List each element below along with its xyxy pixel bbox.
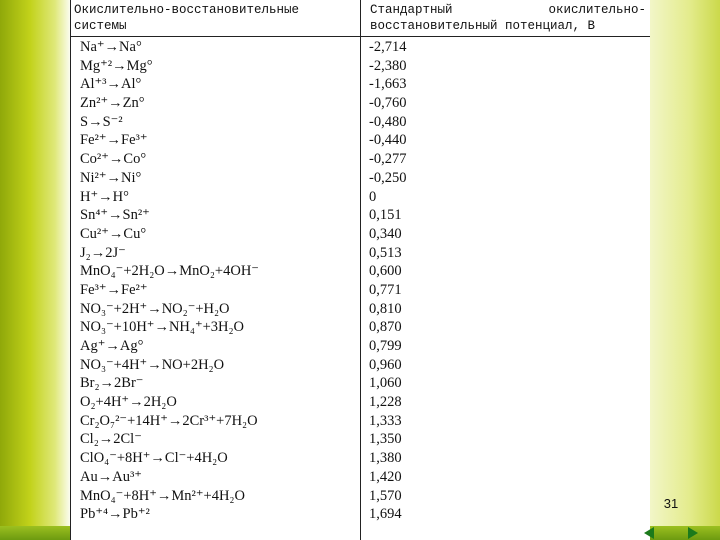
- potential-cell: 1,333: [369, 412, 402, 429]
- potential-cell: 0: [369, 188, 377, 205]
- reaction-cell: Sn⁴⁺→Sn²⁺: [80, 207, 150, 224]
- table-border-left: [70, 0, 71, 540]
- reaction-cell: NO₃⁻+4H⁺→NO+2H₂O: [80, 356, 225, 373]
- reaction-cell: Ag⁺→Ag°: [80, 338, 144, 354]
- reaction-cell: O₂+4H⁺→2H₂O: [80, 394, 177, 411]
- reaction-cell: J₂→2J⁻: [80, 244, 126, 261]
- potential-cell: -0,760: [369, 95, 407, 112]
- reaction-cell: Cl₂→2Cl⁻: [80, 431, 142, 448]
- reaction-cell: Au→Au³⁺: [80, 468, 142, 485]
- potential-cell: 0,810: [369, 300, 402, 317]
- potential-cell: 0,513: [369, 244, 402, 261]
- reaction-cell: Cr₂O₇²⁻+14H⁺→2Cr³⁺+7H₂O: [80, 412, 258, 429]
- nav-back-icon[interactable]: [644, 527, 654, 539]
- potential-cell: 1,060: [369, 375, 402, 392]
- reaction-cell: Pb⁺⁴→Pb⁺²: [80, 506, 150, 523]
- reaction-cell: ClO₄⁻+8H⁺→Cl⁻+4H₂O: [80, 450, 228, 467]
- potential-cell: 1,694: [369, 506, 402, 523]
- potential-cell: -2,380: [369, 57, 407, 74]
- reaction-cell: Fe²⁺→Fe³⁺: [80, 132, 148, 149]
- potential-cell: 1,570: [369, 487, 402, 504]
- potentials-table: [70, 0, 650, 540]
- reaction-cell: Al⁺³→Al°: [80, 76, 142, 93]
- reaction-cell: MnO₄⁻+2H₂O→MnO₂+4OH⁻: [80, 263, 259, 280]
- reaction-cell: Mg⁺²→Mg°: [80, 57, 153, 74]
- reaction-cell: H⁺→H°: [80, 188, 129, 205]
- potential-cell: 0,960: [369, 356, 402, 373]
- potential-cell: 1,228: [369, 394, 402, 411]
- potentials-column: [369, 38, 639, 524]
- reaction-cell: Fe³⁺→Fe²⁺: [80, 281, 148, 298]
- reaction-cell: NO₃⁻+2H⁺→NO₂⁻+H₂O: [80, 300, 230, 317]
- reaction-cell: S→S⁻²: [80, 113, 123, 130]
- potential-cell: 0,600: [369, 263, 402, 280]
- potential-cell: -0,277: [369, 151, 407, 168]
- header-potential-word1: Стандартный: [370, 3, 453, 17]
- potential-cell: 0,771: [369, 281, 402, 298]
- potential-cell: -1,663: [369, 76, 407, 93]
- potential-cell: 0,340: [369, 225, 402, 242]
- reaction-cell: Cu²⁺→Cu°: [80, 225, 147, 242]
- reaction-cell: Co²⁺→Co°: [80, 151, 147, 168]
- page-number: 31: [663, 496, 679, 511]
- nav-forward-icon[interactable]: [688, 527, 698, 539]
- reaction-cell: Na⁺→Na°: [80, 39, 142, 55]
- reaction-cell: NO₃⁻+10H⁺→NH₄⁺+3H₂O: [80, 319, 245, 336]
- potential-cell: 1,350: [369, 431, 402, 448]
- potential-cell: -0,480: [369, 113, 407, 130]
- potential-cell: -0,250: [369, 169, 407, 186]
- potential-cell: 1,420: [369, 468, 402, 485]
- potential-cell: 0,151: [369, 207, 402, 224]
- header-potential-line2: восстановительный потенциал, В: [370, 19, 596, 33]
- potential-cell: -0,440: [369, 132, 407, 149]
- reaction-cell: Zn²⁺→Zn°: [80, 95, 145, 112]
- header-potential: [370, 2, 646, 34]
- header-systems: Окислительно-восстановительные системы: [74, 3, 300, 33]
- reaction-cell: Ni²⁺→Ni°: [80, 169, 142, 186]
- potential-cell: 0,799: [369, 338, 402, 354]
- potential-cell: 1,380: [369, 450, 402, 467]
- potential-cell: -2,714: [369, 39, 407, 55]
- header-potential-word2: окислительно-: [548, 3, 646, 17]
- reaction-cell: Br₂→2Br⁻: [80, 375, 144, 392]
- table-column-divider: [360, 0, 361, 540]
- slide-right-band: [650, 0, 720, 540]
- reaction-cell: MnO₄⁻+8H⁺→Mn²⁺+4H₂O: [80, 487, 245, 504]
- potential-cell: 0,870: [369, 319, 402, 336]
- reactions-column: [80, 38, 360, 524]
- table-header-divider: [70, 36, 650, 37]
